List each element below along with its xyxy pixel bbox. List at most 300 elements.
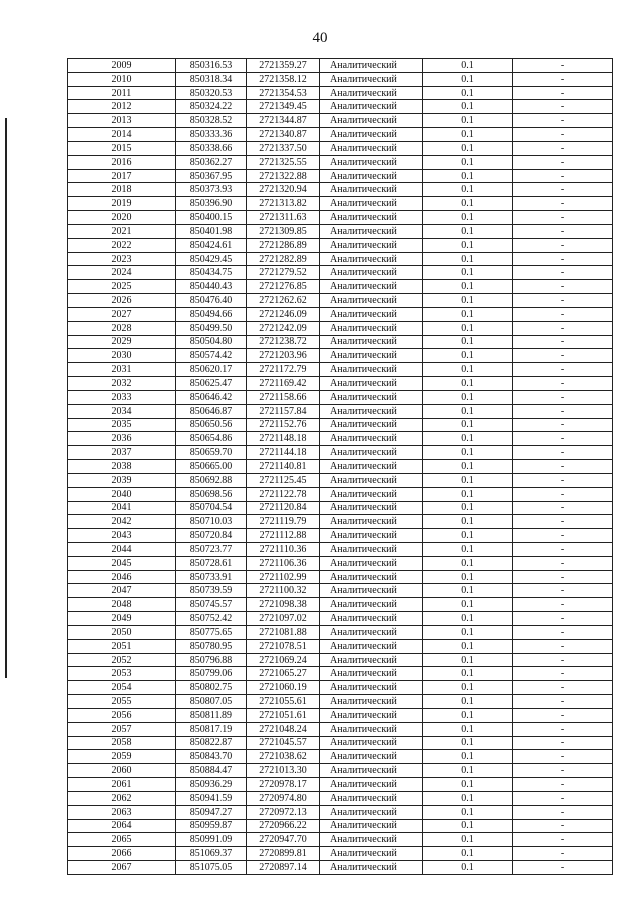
x-coordinate-cell: 850720.84	[176, 529, 247, 543]
y-coordinate-cell: 2721048.24	[247, 722, 320, 736]
note-cell: -	[513, 653, 613, 667]
table-row	[68, 349, 613, 363]
x-coordinate-cell: 850434.75	[176, 266, 247, 280]
y-coordinate-cell: 2720947.70	[247, 833, 320, 847]
table-row	[68, 363, 613, 377]
method-cell: Аналитический	[320, 639, 423, 653]
precision-cell: 0.1	[423, 321, 513, 335]
table-row	[68, 224, 613, 238]
precision-cell: 0.1	[423, 307, 513, 321]
precision-cell: 0.1	[423, 529, 513, 543]
point-number-cell: 2016	[68, 155, 176, 169]
point-number-cell: 2062	[68, 791, 176, 805]
point-number-cell: 2031	[68, 363, 176, 377]
precision-cell: 0.1	[423, 404, 513, 418]
x-coordinate-cell: 850338.66	[176, 141, 247, 155]
y-coordinate-cell: 2721110.36	[247, 542, 320, 556]
precision-cell: 0.1	[423, 778, 513, 792]
note-cell: -	[513, 667, 613, 681]
y-coordinate-cell: 2720966.22	[247, 819, 320, 833]
method-cell: Аналитический	[320, 294, 423, 308]
precision-cell: 0.1	[423, 100, 513, 114]
note-cell: -	[513, 294, 613, 308]
y-coordinate-cell: 2721013.30	[247, 764, 320, 778]
x-coordinate-cell: 850745.57	[176, 598, 247, 612]
point-number-cell: 2032	[68, 377, 176, 391]
precision-cell: 0.1	[423, 515, 513, 529]
table-row	[68, 418, 613, 432]
point-number-cell: 2057	[68, 722, 176, 736]
y-coordinate-cell: 2721081.88	[247, 625, 320, 639]
note-cell: -	[513, 266, 613, 280]
precision-cell: 0.1	[423, 487, 513, 501]
table-row	[68, 252, 613, 266]
table-row	[68, 584, 613, 598]
precision-cell: 0.1	[423, 653, 513, 667]
point-number-cell: 2056	[68, 708, 176, 722]
y-coordinate-cell: 2721262.62	[247, 294, 320, 308]
point-number-cell: 2067	[68, 861, 176, 875]
point-number-cell: 2046	[68, 570, 176, 584]
table-row	[68, 833, 613, 847]
point-number-cell: 2066	[68, 847, 176, 861]
precision-cell: 0.1	[423, 625, 513, 639]
point-number-cell: 2052	[68, 653, 176, 667]
note-cell: -	[513, 584, 613, 598]
y-coordinate-cell: 2721203.96	[247, 349, 320, 363]
method-cell: Аналитический	[320, 778, 423, 792]
table-row	[68, 819, 613, 833]
y-coordinate-cell: 2721125.45	[247, 473, 320, 487]
y-coordinate-cell: 2720978.17	[247, 778, 320, 792]
point-number-cell: 2017	[68, 169, 176, 183]
precision-cell: 0.1	[423, 114, 513, 128]
precision-cell: 0.1	[423, 501, 513, 515]
note-cell: -	[513, 114, 613, 128]
y-coordinate-cell: 2721148.18	[247, 432, 320, 446]
method-cell: Аналитический	[320, 86, 423, 100]
method-cell: Аналитический	[320, 570, 423, 584]
table-row	[68, 377, 613, 391]
point-number-cell: 2055	[68, 695, 176, 709]
table-row	[68, 708, 613, 722]
precision-cell: 0.1	[423, 72, 513, 86]
x-coordinate-cell: 850739.59	[176, 584, 247, 598]
table-row	[68, 211, 613, 225]
y-coordinate-cell: 2721340.87	[247, 128, 320, 142]
table-row	[68, 446, 613, 460]
table-row	[68, 501, 613, 515]
precision-cell: 0.1	[423, 736, 513, 750]
y-coordinate-cell: 2721238.72	[247, 335, 320, 349]
note-cell: -	[513, 460, 613, 474]
precision-cell: 0.1	[423, 542, 513, 556]
point-number-cell: 2037	[68, 446, 176, 460]
note-cell: -	[513, 100, 613, 114]
note-cell: -	[513, 736, 613, 750]
note-cell: -	[513, 598, 613, 612]
precision-cell: 0.1	[423, 390, 513, 404]
note-cell: -	[513, 377, 613, 391]
table-row	[68, 86, 613, 100]
y-coordinate-cell: 2721320.94	[247, 183, 320, 197]
table-row	[68, 639, 613, 653]
method-cell: Аналитический	[320, 681, 423, 695]
table-row	[68, 625, 613, 639]
point-number-cell: 2028	[68, 321, 176, 335]
table-row	[68, 542, 613, 556]
x-coordinate-cell: 850324.22	[176, 100, 247, 114]
page-number: 40	[312, 30, 328, 46]
method-cell: Аналитический	[320, 861, 423, 875]
method-cell: Аналитический	[320, 556, 423, 570]
note-cell: -	[513, 764, 613, 778]
note-cell: -	[513, 363, 613, 377]
x-coordinate-cell: 850362.27	[176, 155, 247, 169]
note-cell: -	[513, 805, 613, 819]
method-cell: Аналитический	[320, 418, 423, 432]
table-row	[68, 736, 613, 750]
x-coordinate-cell: 850936.29	[176, 778, 247, 792]
method-cell: Аналитический	[320, 584, 423, 598]
point-number-cell: 2050	[68, 625, 176, 639]
y-coordinate-cell: 2721100.32	[247, 584, 320, 598]
precision-cell: 0.1	[423, 556, 513, 570]
x-coordinate-cell: 850429.45	[176, 252, 247, 266]
x-coordinate-cell: 850780.95	[176, 639, 247, 653]
point-number-cell: 2042	[68, 515, 176, 529]
y-coordinate-cell: 2721119.79	[247, 515, 320, 529]
y-coordinate-cell: 2721276.85	[247, 280, 320, 294]
note-cell: -	[513, 404, 613, 418]
x-coordinate-cell: 850692.88	[176, 473, 247, 487]
y-coordinate-cell: 2721152.76	[247, 418, 320, 432]
note-cell: -	[513, 224, 613, 238]
point-number-cell: 2018	[68, 183, 176, 197]
precision-cell: 0.1	[423, 833, 513, 847]
point-number-cell: 2026	[68, 294, 176, 308]
point-number-cell: 2020	[68, 211, 176, 225]
method-cell: Аналитический	[320, 542, 423, 556]
x-coordinate-cell: 850807.05	[176, 695, 247, 709]
precision-cell: 0.1	[423, 446, 513, 460]
y-coordinate-cell: 2721246.09	[247, 307, 320, 321]
x-coordinate-cell: 850843.70	[176, 750, 247, 764]
method-cell: Аналитический	[320, 473, 423, 487]
method-cell: Аналитический	[320, 722, 423, 736]
note-cell: -	[513, 681, 613, 695]
method-cell: Аналитический	[320, 238, 423, 252]
x-coordinate-cell: 850654.86	[176, 432, 247, 446]
margin-line	[5, 118, 7, 678]
y-coordinate-cell: 2720899.81	[247, 847, 320, 861]
y-coordinate-cell: 2721309.85	[247, 224, 320, 238]
precision-cell: 0.1	[423, 183, 513, 197]
table-row	[68, 847, 613, 861]
point-number-cell: 2033	[68, 390, 176, 404]
note-cell: -	[513, 86, 613, 100]
point-number-cell: 2023	[68, 252, 176, 266]
point-number-cell: 2015	[68, 141, 176, 155]
y-coordinate-cell: 2721322.88	[247, 169, 320, 183]
table-row	[68, 473, 613, 487]
note-cell: -	[513, 59, 613, 73]
table-row	[68, 197, 613, 211]
precision-cell: 0.1	[423, 197, 513, 211]
x-coordinate-cell: 850625.47	[176, 377, 247, 391]
precision-cell: 0.1	[423, 460, 513, 474]
table-row	[68, 805, 613, 819]
method-cell: Аналитический	[320, 72, 423, 86]
x-coordinate-cell: 850373.93	[176, 183, 247, 197]
point-number-cell: 2051	[68, 639, 176, 653]
y-coordinate-cell: 2721140.81	[247, 460, 320, 474]
method-cell: Аналитический	[320, 280, 423, 294]
table-row	[68, 72, 613, 86]
method-cell: Аналитический	[320, 598, 423, 612]
precision-cell: 0.1	[423, 128, 513, 142]
precision-cell: 0.1	[423, 473, 513, 487]
table-row	[68, 556, 613, 570]
method-cell: Аналитический	[320, 736, 423, 750]
table-row	[68, 307, 613, 321]
note-cell: -	[513, 473, 613, 487]
x-coordinate-cell: 850328.52	[176, 114, 247, 128]
precision-cell: 0.1	[423, 861, 513, 875]
method-cell: Аналитический	[320, 750, 423, 764]
x-coordinate-cell: 850367.95	[176, 169, 247, 183]
table-row	[68, 128, 613, 142]
y-coordinate-cell: 2721051.61	[247, 708, 320, 722]
table-row	[68, 612, 613, 626]
table-row	[68, 59, 613, 73]
x-coordinate-cell: 850440.43	[176, 280, 247, 294]
x-coordinate-cell: 850728.61	[176, 556, 247, 570]
note-cell: -	[513, 708, 613, 722]
x-coordinate-cell: 850318.34	[176, 72, 247, 86]
x-coordinate-cell: 850704.54	[176, 501, 247, 515]
x-coordinate-cell: 851075.05	[176, 861, 247, 875]
note-cell: -	[513, 321, 613, 335]
table-row	[68, 432, 613, 446]
note-cell: -	[513, 833, 613, 847]
y-coordinate-cell: 2721169.42	[247, 377, 320, 391]
y-coordinate-cell: 2721060.19	[247, 681, 320, 695]
y-coordinate-cell: 2721337.50	[247, 141, 320, 155]
method-cell: Аналитический	[320, 529, 423, 543]
point-number-cell: 2045	[68, 556, 176, 570]
point-number-cell: 2064	[68, 819, 176, 833]
y-coordinate-cell: 2721279.52	[247, 266, 320, 280]
method-cell: Аналитический	[320, 653, 423, 667]
point-number-cell: 2030	[68, 349, 176, 363]
note-cell: -	[513, 529, 613, 543]
point-number-cell: 2054	[68, 681, 176, 695]
y-coordinate-cell: 2721242.09	[247, 321, 320, 335]
table-row	[68, 141, 613, 155]
point-number-cell: 2049	[68, 612, 176, 626]
precision-cell: 0.1	[423, 141, 513, 155]
x-coordinate-cell: 850822.87	[176, 736, 247, 750]
precision-cell: 0.1	[423, 418, 513, 432]
method-cell: Аналитический	[320, 390, 423, 404]
table-row	[68, 667, 613, 681]
table-row	[68, 653, 613, 667]
method-cell: Аналитический	[320, 100, 423, 114]
method-cell: Аналитический	[320, 307, 423, 321]
x-coordinate-cell: 851069.37	[176, 847, 247, 861]
method-cell: Аналитический	[320, 819, 423, 833]
x-coordinate-cell: 850476.40	[176, 294, 247, 308]
table-row	[68, 390, 613, 404]
point-number-cell: 2038	[68, 460, 176, 474]
y-coordinate-cell: 2721120.84	[247, 501, 320, 515]
point-number-cell: 2034	[68, 404, 176, 418]
precision-cell: 0.1	[423, 667, 513, 681]
x-coordinate-cell: 850316.53	[176, 59, 247, 73]
note-cell: -	[513, 169, 613, 183]
method-cell: Аналитический	[320, 321, 423, 335]
y-coordinate-cell: 2721325.55	[247, 155, 320, 169]
table-row	[68, 460, 613, 474]
method-cell: Аналитический	[320, 169, 423, 183]
x-coordinate-cell: 850941.59	[176, 791, 247, 805]
precision-cell: 0.1	[423, 584, 513, 598]
table-row	[68, 321, 613, 335]
x-coordinate-cell: 850665.00	[176, 460, 247, 474]
x-coordinate-cell: 850574.42	[176, 349, 247, 363]
y-coordinate-cell: 2720972.13	[247, 805, 320, 819]
table-row	[68, 404, 613, 418]
table-row	[68, 183, 613, 197]
y-coordinate-cell: 2720897.14	[247, 861, 320, 875]
x-coordinate-cell: 850799.06	[176, 667, 247, 681]
y-coordinate-cell: 2721344.87	[247, 114, 320, 128]
y-coordinate-cell: 2720974.80	[247, 791, 320, 805]
point-number-cell: 2058	[68, 736, 176, 750]
precision-cell: 0.1	[423, 349, 513, 363]
precision-cell: 0.1	[423, 59, 513, 73]
y-coordinate-cell: 2721157.84	[247, 404, 320, 418]
point-number-cell: 2019	[68, 197, 176, 211]
table-row	[68, 695, 613, 709]
y-coordinate-cell: 2721282.89	[247, 252, 320, 266]
method-cell: Аналитический	[320, 764, 423, 778]
table-row	[68, 114, 613, 128]
method-cell: Аналитический	[320, 266, 423, 280]
table-row	[68, 169, 613, 183]
x-coordinate-cell: 850723.77	[176, 542, 247, 556]
method-cell: Аналитический	[320, 183, 423, 197]
method-cell: Аналитический	[320, 224, 423, 238]
note-cell: -	[513, 307, 613, 321]
x-coordinate-cell: 850817.19	[176, 722, 247, 736]
precision-cell: 0.1	[423, 681, 513, 695]
method-cell: Аналитический	[320, 667, 423, 681]
table-row	[68, 598, 613, 612]
y-coordinate-cell: 2721311.63	[247, 211, 320, 225]
precision-cell: 0.1	[423, 764, 513, 778]
note-cell: -	[513, 847, 613, 861]
method-cell: Аналитический	[320, 128, 423, 142]
table-row	[68, 750, 613, 764]
x-coordinate-cell: 850659.70	[176, 446, 247, 460]
method-cell: Аналитический	[320, 114, 423, 128]
precision-cell: 0.1	[423, 612, 513, 626]
note-cell: -	[513, 542, 613, 556]
method-cell: Аналитический	[320, 197, 423, 211]
x-coordinate-cell: 850499.50	[176, 321, 247, 335]
precision-cell: 0.1	[423, 266, 513, 280]
method-cell: Аналитический	[320, 791, 423, 805]
point-number-cell: 2014	[68, 128, 176, 142]
x-coordinate-cell: 850947.27	[176, 805, 247, 819]
x-coordinate-cell: 850396.90	[176, 197, 247, 211]
point-number-cell: 2039	[68, 473, 176, 487]
point-number-cell: 2047	[68, 584, 176, 598]
precision-cell: 0.1	[423, 432, 513, 446]
method-cell: Аналитический	[320, 252, 423, 266]
method-cell: Аналитический	[320, 805, 423, 819]
point-number-cell: 2043	[68, 529, 176, 543]
point-number-cell: 2021	[68, 224, 176, 238]
point-number-cell: 2010	[68, 72, 176, 86]
point-number-cell: 2044	[68, 542, 176, 556]
x-coordinate-cell: 850698.56	[176, 487, 247, 501]
x-coordinate-cell: 850733.91	[176, 570, 247, 584]
note-cell: -	[513, 819, 613, 833]
precision-cell: 0.1	[423, 750, 513, 764]
precision-cell: 0.1	[423, 722, 513, 736]
note-cell: -	[513, 750, 613, 764]
y-coordinate-cell: 2721098.38	[247, 598, 320, 612]
table-row	[68, 155, 613, 169]
method-cell: Аналитический	[320, 487, 423, 501]
x-coordinate-cell: 850775.65	[176, 625, 247, 639]
y-coordinate-cell: 2721097.02	[247, 612, 320, 626]
method-cell: Аналитический	[320, 695, 423, 709]
y-coordinate-cell: 2721106.36	[247, 556, 320, 570]
note-cell: -	[513, 349, 613, 363]
note-cell: -	[513, 141, 613, 155]
precision-cell: 0.1	[423, 819, 513, 833]
point-number-cell: 2029	[68, 335, 176, 349]
point-number-cell: 2041	[68, 501, 176, 515]
y-coordinate-cell: 2721144.18	[247, 446, 320, 460]
method-cell: Аналитический	[320, 335, 423, 349]
method-cell: Аналитический	[320, 377, 423, 391]
note-cell: -	[513, 695, 613, 709]
point-number-cell: 2009	[68, 59, 176, 73]
note-cell: -	[513, 280, 613, 294]
note-cell: -	[513, 722, 613, 736]
precision-cell: 0.1	[423, 847, 513, 861]
table-row	[68, 529, 613, 543]
y-coordinate-cell: 2721286.89	[247, 238, 320, 252]
x-coordinate-cell: 850650.56	[176, 418, 247, 432]
point-number-cell: 2065	[68, 833, 176, 847]
method-cell: Аналитический	[320, 460, 423, 474]
table-row	[68, 266, 613, 280]
x-coordinate-cell: 850959.87	[176, 819, 247, 833]
y-coordinate-cell: 2721122.78	[247, 487, 320, 501]
x-coordinate-cell: 850796.88	[176, 653, 247, 667]
precision-cell: 0.1	[423, 695, 513, 709]
point-number-cell: 2036	[68, 432, 176, 446]
y-coordinate-cell: 2721065.27	[247, 667, 320, 681]
y-coordinate-cell: 2721158.66	[247, 390, 320, 404]
y-coordinate-cell: 2721172.79	[247, 363, 320, 377]
